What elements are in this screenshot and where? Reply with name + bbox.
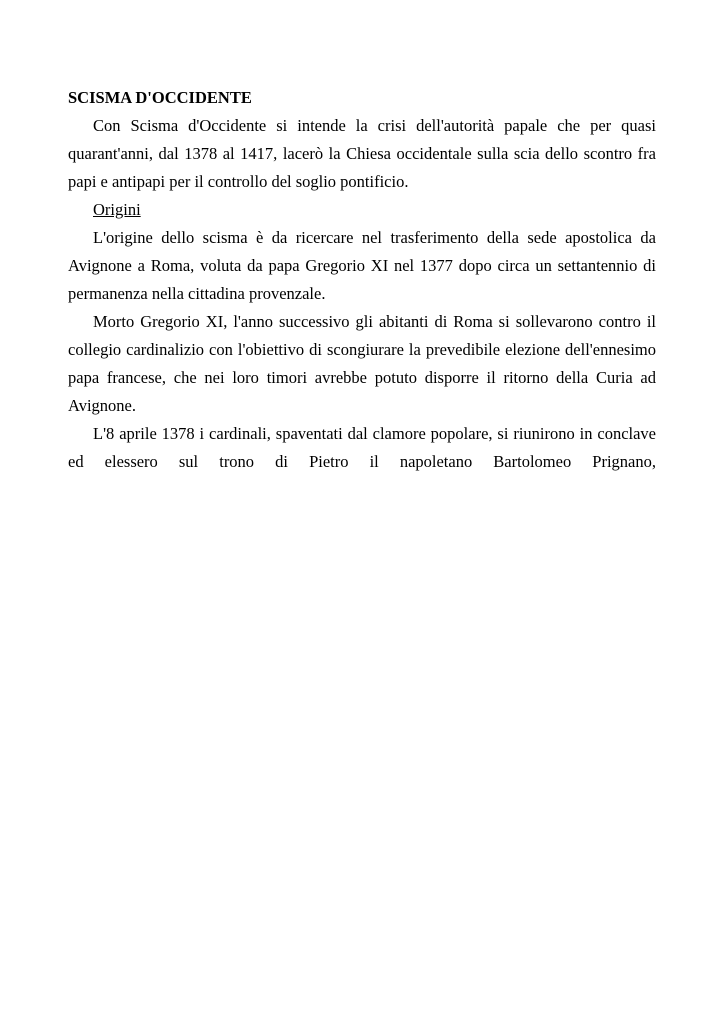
- document-title: SCISMA D'OCCIDENTE: [68, 88, 252, 107]
- origini-paragraph-1: L'origine dello scisma è da ricercare nel trasferimento della sede apostolica da Avignone a Roma, voluta da papa Gregorio XI nel 1377 dopo circa un settantennio di permanenza nella cittadina provenzale.: [68, 228, 656, 303]
- origini-paragraph-3: L'8 aprile 1378 i cardinali, spaventati dal clamore popolare, si riunirono in conclave ed elessero sul trono di Pietro il napoletano Bartolomeo Prignano,: [68, 424, 656, 471]
- section-heading-origini: [68, 196, 656, 224]
- origini-paragraph-2: Morto Gregorio XI, l'anno successivo gli abitanti di Roma si sollevarono contro il collegio cardinalizio con l'obiettivo di scongiurare la prevedibile elezione dell'ennesimo papa francese, che nei loro timori avrebbe potuto disporre il ritorno della Curia ad Avignone.: [68, 312, 656, 415]
- section-heading-text: Origini: [93, 200, 141, 219]
- intro-paragraph: Con Scisma d'Occidente si intende la crisi dell'autorità papale che per quasi quarant'anni, dal 1378 al 1417, lacerò la Chiesa occidentale sulla scia dello scontro fra papi e antipapi per il controllo del soglio pontificio.: [68, 116, 656, 191]
